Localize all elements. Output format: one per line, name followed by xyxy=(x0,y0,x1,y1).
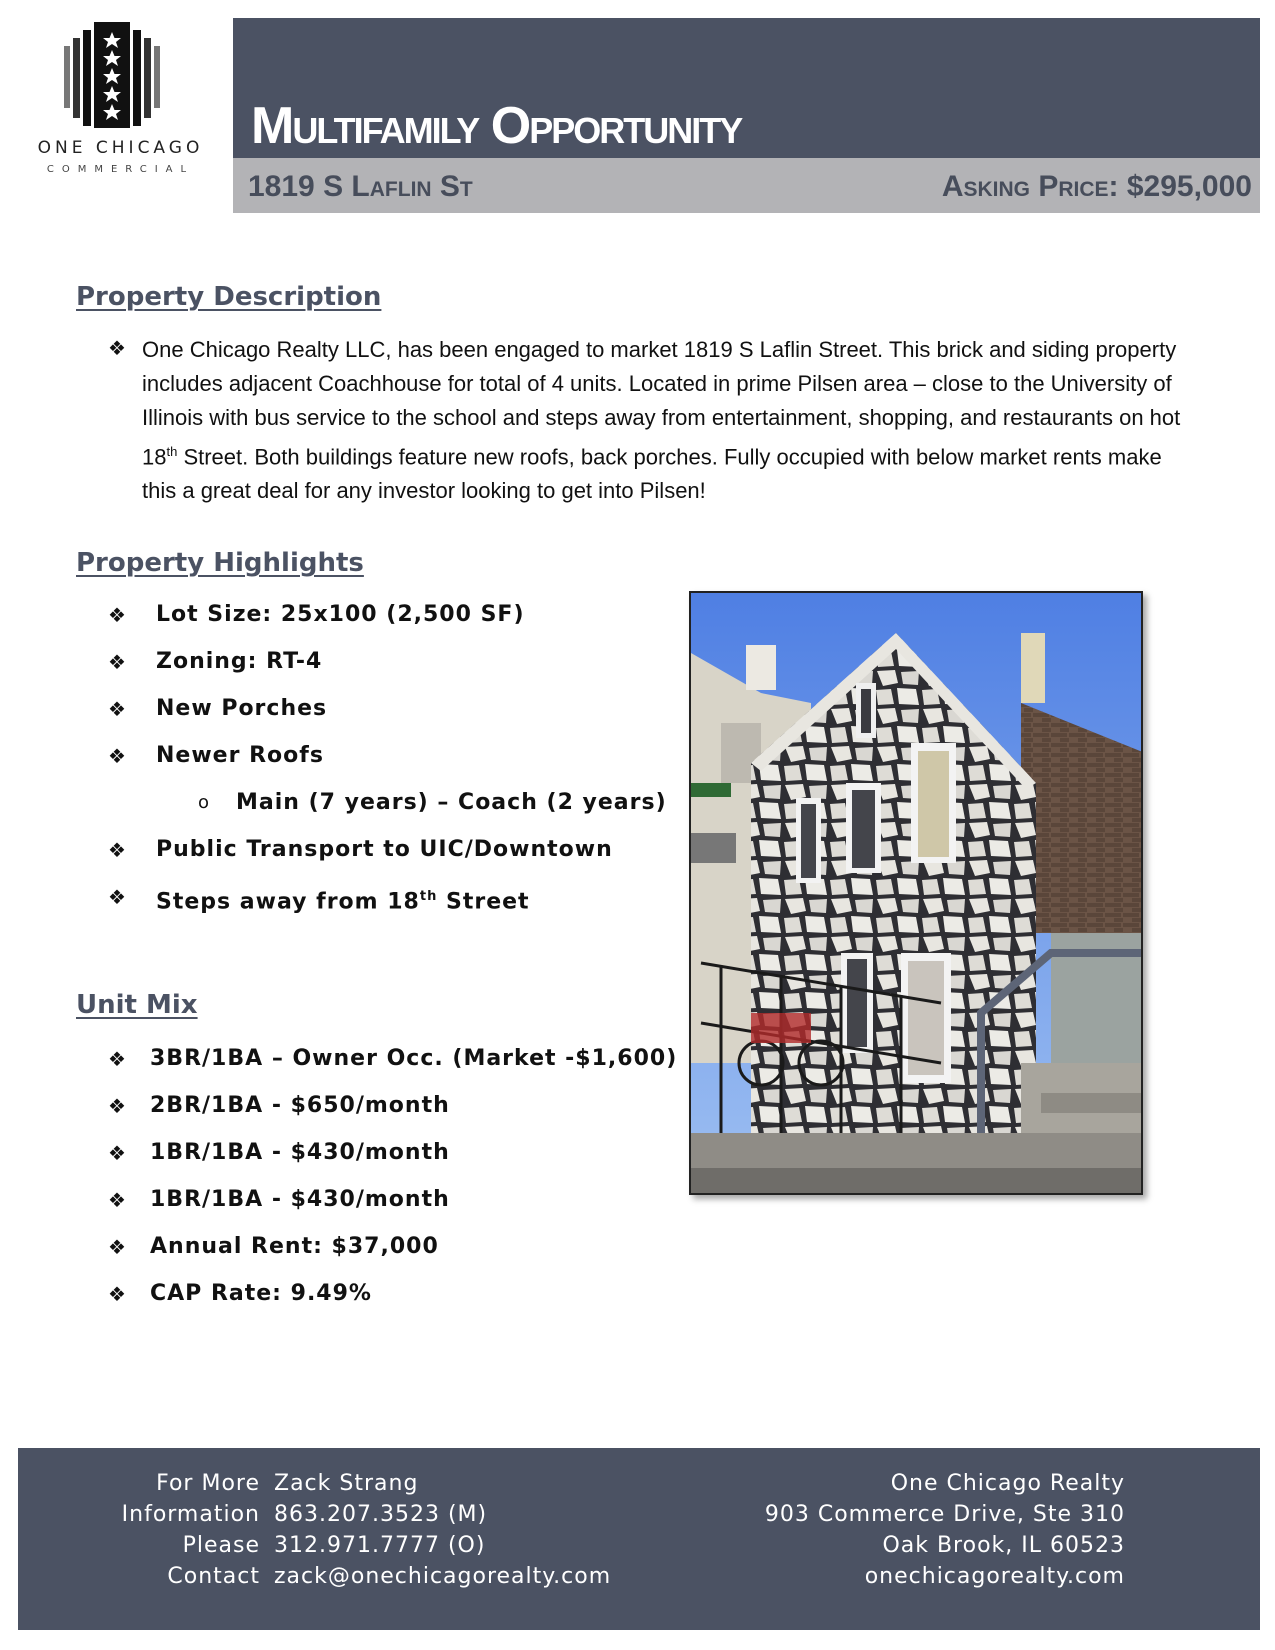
description-ordinal: th xyxy=(166,444,178,459)
company-contact xyxy=(765,1468,1125,1592)
diamond-bullet-icon: ❖ xyxy=(108,885,127,909)
diamond-bullet-icon: ❖ xyxy=(108,1094,127,1118)
unit-mix-heading: Unit Mix xyxy=(76,990,198,1020)
unit-mix-item: 1BR/1BA - $430/month xyxy=(150,1187,450,1212)
steps-ordinal: th xyxy=(419,889,438,904)
steps-away xyxy=(156,882,530,917)
property-photo xyxy=(689,591,1143,1195)
new-porches: New Porches xyxy=(156,696,328,721)
contact-prompt-line: For More xyxy=(156,1471,260,1496)
annual-rent: Annual Rent: $37,000 xyxy=(150,1234,439,1259)
company-logo xyxy=(18,18,223,208)
description-block xyxy=(108,333,1198,508)
roofs-detail: Main (7 years) – Coach (2 years) xyxy=(236,790,667,815)
header-subbar xyxy=(233,158,1260,213)
agent-email[interactable]: zack@onechicagorealty.com xyxy=(274,1564,612,1589)
diamond-bullet-icon: ❖ xyxy=(108,697,127,721)
unit-mix-item: 2BR/1BA - $650/month xyxy=(150,1093,450,1118)
contact-prompt xyxy=(122,1468,260,1592)
description-heading: Property Description xyxy=(76,282,382,312)
steps-text-part: Street xyxy=(437,889,530,915)
skyline-stars-icon xyxy=(64,20,176,132)
unit-mix-item: 1BR/1BA - $430/month xyxy=(150,1140,450,1165)
contact-prompt-line: Please xyxy=(182,1533,260,1558)
logo-name: ONE CHICAGO xyxy=(37,138,204,158)
diamond-bullet-icon: ❖ xyxy=(108,1282,127,1306)
agent-office[interactable]: 312.971.7777 (O) xyxy=(274,1533,486,1558)
contact-prompt-line: Contact xyxy=(167,1564,260,1589)
logo-subname: COMMERCIAL xyxy=(46,164,195,175)
asking-price: Asking Price: $295,000 xyxy=(941,170,1252,203)
diamond-bullet-icon: ❖ xyxy=(108,1047,127,1071)
newer-roofs: Newer Roofs xyxy=(156,743,324,768)
header-banner xyxy=(233,18,1260,158)
diamond-bullet-icon: ❖ xyxy=(108,744,127,768)
zoning: Zoning: RT-4 xyxy=(156,649,323,674)
agent-name: Zack Strang xyxy=(274,1471,419,1496)
circle-bullet-icon: o xyxy=(198,792,211,813)
lot-size: Lot Size: 25x100 (2,500 SF) xyxy=(156,602,525,627)
unit-mix-item: 3BR/1BA – Owner Occ. (Market -$1,600) xyxy=(150,1046,678,1071)
diamond-bullet-icon: ❖ xyxy=(108,650,127,674)
contact-footer xyxy=(18,1448,1260,1630)
diamond-bullet-icon: ❖ xyxy=(108,1235,127,1259)
description-text xyxy=(142,333,1198,508)
diamond-bullet-icon: ❖ xyxy=(108,603,127,627)
diamond-bullet-icon: ❖ xyxy=(108,1188,127,1212)
description-text-part: Street. Both buildings feature new roofs, back porches. Fully occupied with below market rents make this a great deal for any investor looking to get into Pilsen! xyxy=(142,444,1162,504)
property-address: 1819 S Laflin St xyxy=(248,170,473,203)
contact-prompt-line: Information xyxy=(121,1502,260,1527)
diamond-bullet-icon: ❖ xyxy=(108,336,126,360)
company-city: Oak Brook, IL 60523 xyxy=(882,1533,1125,1558)
diamond-bullet-icon: ❖ xyxy=(108,1141,127,1165)
steps-text-part: Steps away from 18 xyxy=(156,889,420,915)
diamond-bullet-icon: ❖ xyxy=(108,838,127,862)
cap-rate: CAP Rate: 9.49% xyxy=(150,1281,372,1306)
page-title: Multifamily Opportunity xyxy=(251,97,742,155)
highlights-heading: Property Highlights xyxy=(76,548,364,578)
company-website[interactable]: onechicagorealty.com xyxy=(864,1564,1125,1589)
public-transport: Public Transport to UIC/Downtown xyxy=(156,837,613,862)
agent-mobile[interactable]: 863.207.3523 (M) xyxy=(274,1502,488,1527)
company-street: 903 Commerce Drive, Ste 310 xyxy=(764,1502,1125,1527)
company-name: One Chicago Realty xyxy=(890,1471,1125,1496)
description-text-part: One Chicago Realty LLC, has been engaged to market 1819 S Laflin Street. This brick and siding property includes adjacent Coachhouse for total of 4 units. Located in prime Pilsen area – close to the University of Illinois with bus service to the school and steps away from entertainment, shopping, and restaurants on hot 18 xyxy=(142,337,1181,470)
building-illustration xyxy=(691,593,1143,1195)
agent-contact xyxy=(274,1468,611,1592)
